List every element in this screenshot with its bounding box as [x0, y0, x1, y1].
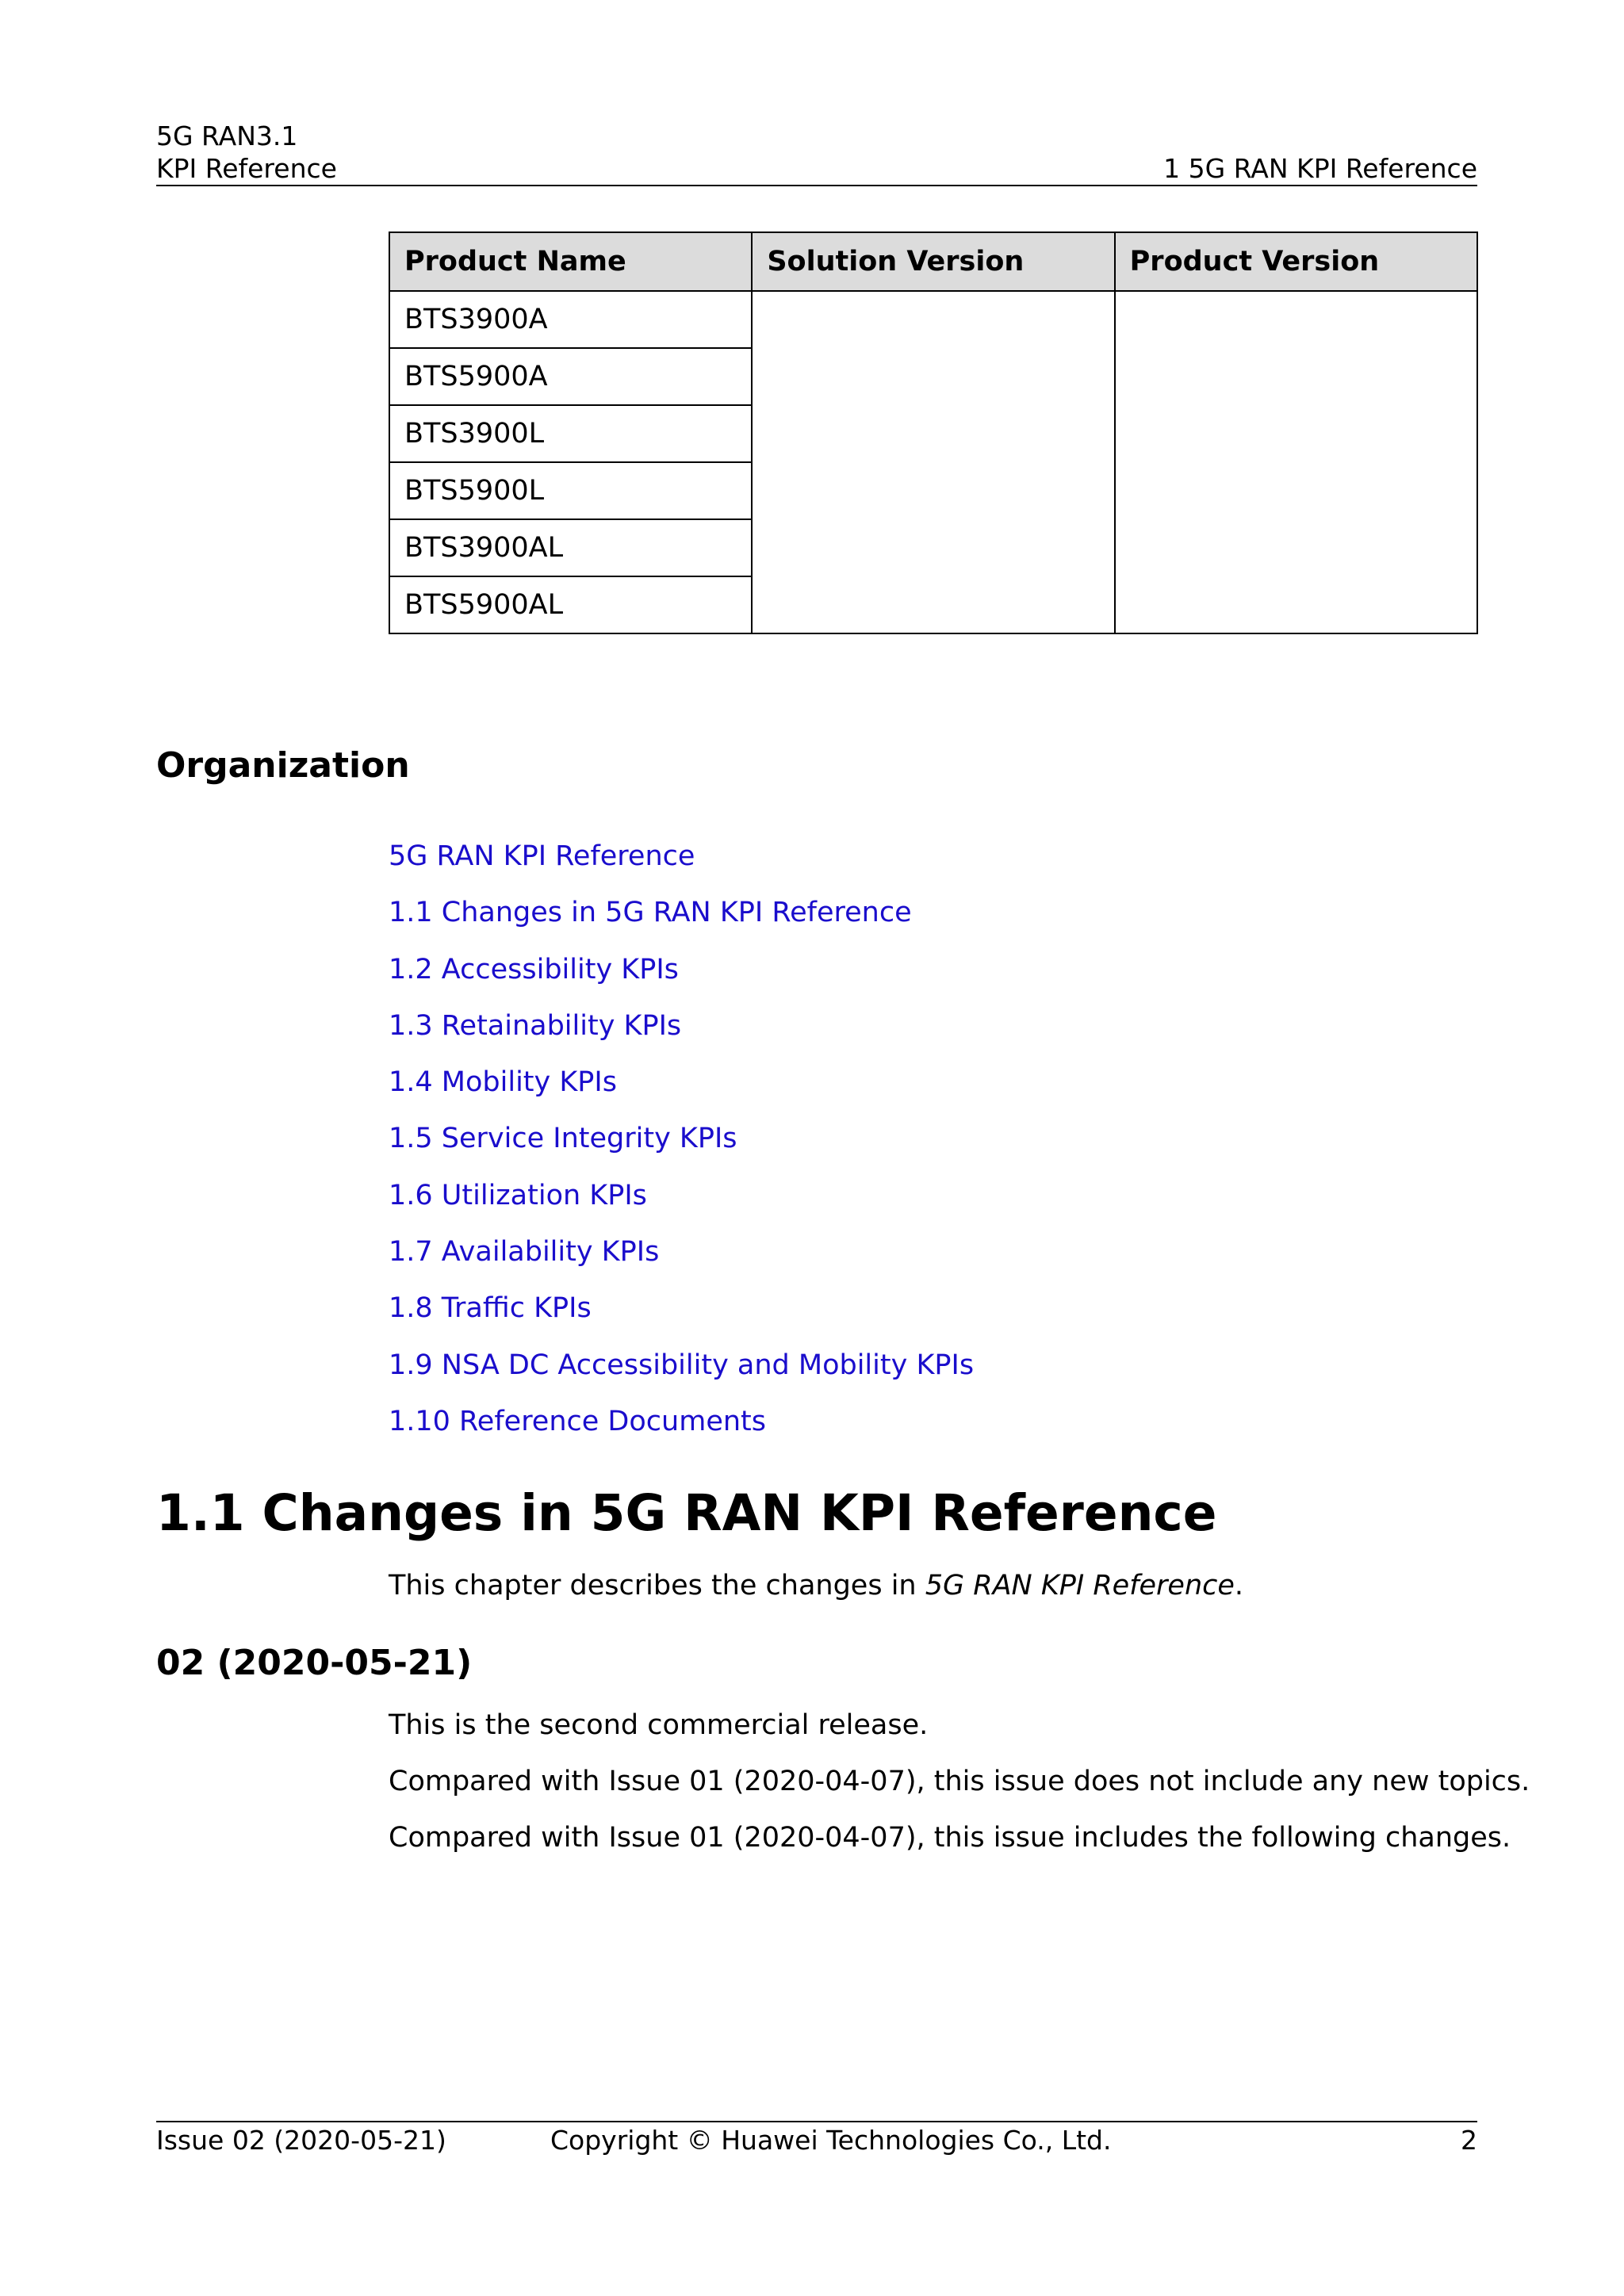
toc-link-utilization[interactable]: 1.6 Utilization KPIs: [389, 1179, 647, 1211]
table-row: [389, 291, 1477, 348]
issue-heading: 02 (2020-05-21): [156, 1643, 473, 1683]
toc-link-accessibility[interactable]: 1.2 Accessibility KPIs: [389, 953, 679, 985]
footer-copyright: Copyright © Huawei Technologies Co., Ltd.: [550, 2125, 1112, 2156]
toc-link-availability[interactable]: 1.7 Availability KPIs: [389, 1236, 660, 1269]
issue-paragraph: Compared with Issue 01 (2020-04-07), this issue includes the following changes.: [389, 1822, 1511, 1854]
table-header-row: [389, 232, 1477, 291]
header-doc-title: KPI Reference: [156, 153, 337, 184]
section-heading: 1.1 Changes in 5G RAN KPI Reference: [156, 1484, 1217, 1542]
intro-prefix: This chapter describes the changes in: [389, 1570, 925, 1601]
column-header-product-version: Product Version: [1115, 232, 1477, 291]
header-chapter: 1 5G RAN KPI Reference: [1163, 153, 1477, 184]
toc-link-mobility[interactable]: 1.4 Mobility KPIs: [389, 1066, 617, 1099]
product-name-cell: BTS3900L: [389, 405, 752, 462]
toc-link-reference-documents[interactable]: 1.10 Reference Documents: [389, 1405, 766, 1437]
product-version-cell: [1115, 291, 1477, 633]
header-product: 5G RAN3.1: [156, 121, 298, 151]
footer-rule: [156, 2121, 1477, 2122]
toc-link-nsa-dc[interactable]: 1.9 NSA DC Accessibility and Mobility KPIs: [389, 1349, 975, 1381]
intro-doc-title: 5G RAN KPI Reference: [925, 1570, 1235, 1601]
product-name-cell: BTS3900AL: [389, 519, 752, 576]
column-header-product-name: Product Name: [389, 232, 752, 291]
product-name-cell: BTS5900A: [389, 348, 752, 405]
issue-paragraph: Compared with Issue 01 (2020-04-07), this issue does not include any new topics.: [389, 1766, 1530, 1797]
toc-link-service-integrity[interactable]: 1.5 Service Integrity KPIs: [389, 1123, 737, 1155]
product-name-cell: BTS5900L: [389, 462, 752, 519]
organization-link-list: [389, 828, 974, 1450]
product-name-cell: BTS3900A: [389, 291, 752, 348]
column-header-solution-version: Solution Version: [752, 232, 1114, 291]
organization-heading: Organization: [156, 745, 410, 786]
toc-link-traffic[interactable]: 1.8 Traffic KPIs: [389, 1292, 592, 1325]
footer-issue: Issue 02 (2020-05-21): [156, 2125, 446, 2156]
header-rule: [156, 185, 1477, 186]
toc-link-changes[interactable]: 1.1 Changes in 5G RAN KPI Reference: [389, 897, 912, 929]
section-intro: [389, 1568, 1243, 1603]
toc-link-kpi-reference[interactable]: 5G RAN KPI Reference: [389, 840, 695, 872]
intro-suffix: .: [1234, 1570, 1244, 1601]
issue-paragraph: This is the second commercial release.: [389, 1709, 929, 1741]
footer-page-number: 2: [1461, 2125, 1477, 2156]
toc-link-retainability[interactable]: 1.3 Retainability KPIs: [389, 1009, 682, 1042]
product-name-cell: BTS5900AL: [389, 576, 752, 633]
solution-version-cell: [752, 291, 1114, 633]
product-table: [389, 232, 1478, 634]
